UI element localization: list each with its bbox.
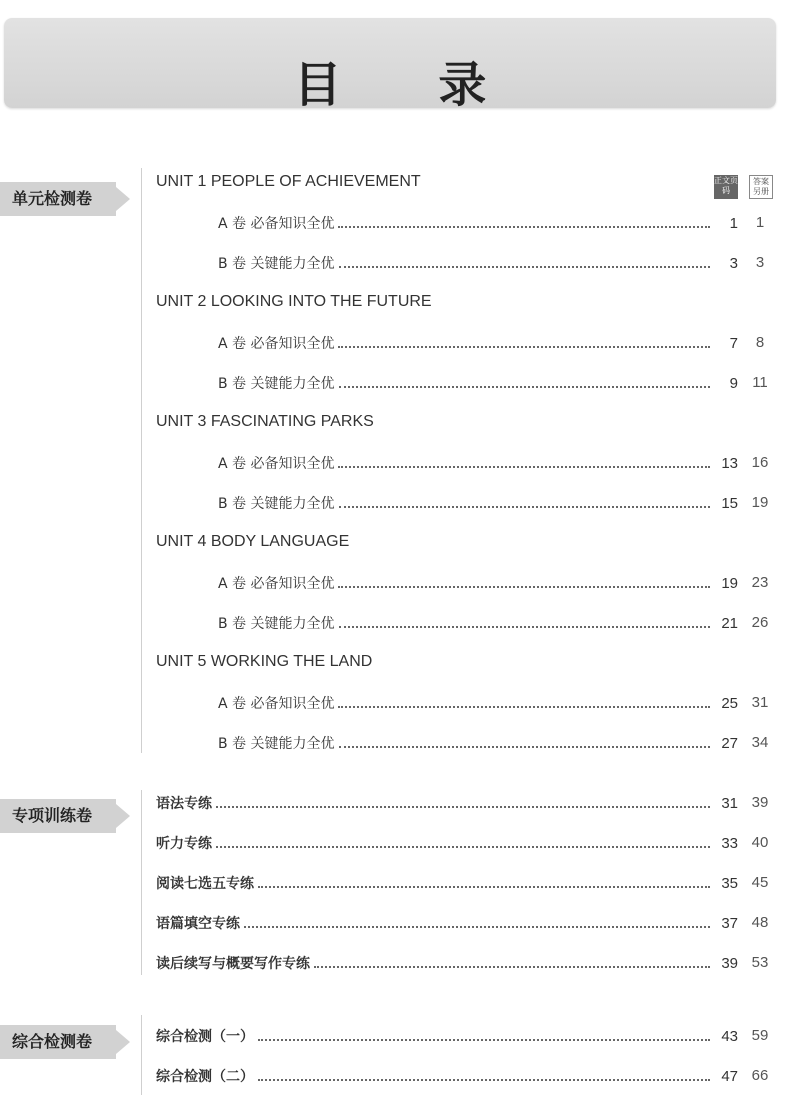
answer-page: 26 — [751, 614, 769, 631]
entry-label: 语法专练 — [156, 796, 212, 812]
toc-entry[interactable] — [218, 493, 738, 513]
entry-label: B 卷 关键能力全优 — [218, 496, 335, 512]
leader-dots — [339, 265, 710, 268]
entry-label: 综合检测（一） — [156, 1029, 254, 1045]
section-divider-line — [141, 1015, 142, 1095]
entry-page: 7 — [729, 335, 738, 352]
section-tag-special-training: 专项训练卷 — [0, 799, 116, 833]
toc-entry[interactable] — [218, 573, 738, 593]
entry-label: 综合检测（二） — [156, 1069, 254, 1085]
leader-dots — [258, 885, 710, 888]
entry-page: 21 — [721, 615, 738, 632]
entry-page: 35 — [721, 875, 738, 892]
toc-entry[interactable] — [218, 613, 738, 633]
section-tag-comprehensive: 综合检测卷 — [0, 1025, 116, 1059]
entry-page: 37 — [721, 915, 738, 932]
entry-label: B 卷 关键能力全优 — [218, 376, 335, 392]
leader-dots — [338, 345, 710, 348]
entry-label: A 卷 必备知识全优 — [218, 456, 335, 472]
entry-label: 阅读七选五专练 — [156, 876, 254, 892]
leader-dots — [258, 1038, 710, 1041]
entry-label: 语篇填空专练 — [156, 916, 240, 932]
toc-entry[interactable] — [218, 453, 738, 473]
toc-entry[interactable] — [156, 833, 738, 853]
toc-entry[interactable] — [156, 793, 738, 813]
entry-label: B 卷 关键能力全优 — [218, 256, 335, 272]
answer-page: 3 — [755, 254, 765, 271]
entry-page: 15 — [721, 495, 738, 512]
answer-page: 31 — [751, 694, 769, 711]
unit-title[interactable]: UNIT 4 BODY LANGUAGE — [156, 533, 350, 550]
entry-page: 27 — [721, 735, 738, 752]
toc-entry[interactable] — [218, 333, 738, 353]
answer-page: 11 — [752, 374, 768, 391]
toc-entry[interactable] — [218, 253, 738, 273]
answer-page: 66 — [751, 1067, 769, 1084]
toc-entry[interactable] — [156, 1026, 738, 1046]
page-title: 目 录 — [293, 57, 527, 113]
title-bar — [4, 18, 776, 113]
unit-title[interactable]: UNIT 2 LOOKING INTO THE FUTURE — [156, 293, 432, 310]
entry-label: A 卷 必备知识全优 — [218, 576, 335, 592]
entry-page: 3 — [729, 255, 738, 272]
entry-label: A 卷 必备知识全优 — [218, 216, 335, 232]
answer-page: 39 — [751, 794, 769, 811]
toc-entry[interactable] — [218, 373, 738, 393]
answer-page: 53 — [751, 954, 769, 971]
entry-label: B 卷 关键能力全优 — [218, 616, 335, 632]
entry-page: 1 — [729, 215, 738, 232]
leader-dots — [339, 625, 710, 628]
answer-page: 40 — [751, 834, 769, 851]
section-divider-line — [141, 790, 142, 975]
entry-page: 19 — [721, 575, 738, 592]
leader-dots — [338, 225, 710, 228]
leader-dots — [216, 845, 710, 848]
answer-page: 19 — [751, 494, 769, 511]
entry-page: 39 — [721, 955, 738, 972]
toc-entry[interactable] — [156, 913, 738, 933]
leader-dots — [339, 505, 710, 508]
leader-dots — [339, 745, 710, 748]
toc-entry[interactable] — [218, 693, 738, 713]
entry-label: 读后续写与概要写作专练 — [156, 956, 310, 972]
entry-page: 9 — [729, 375, 738, 392]
entry-label: B 卷 关键能力全优 — [218, 736, 335, 752]
answer-page: 59 — [751, 1027, 769, 1044]
entry-label: 听力专练 — [156, 836, 212, 852]
leader-dots — [258, 1078, 710, 1081]
toc-entry[interactable] — [156, 873, 738, 893]
section-tag-unit-tests: 单元检测卷 — [0, 182, 116, 216]
leader-dots — [338, 705, 710, 708]
leader-dots — [339, 385, 710, 388]
leader-dots — [216, 805, 710, 808]
answer-page: 48 — [751, 914, 769, 931]
toc-entry[interactable] — [218, 213, 738, 233]
entry-label: A 卷 必备知识全优 — [218, 696, 335, 712]
answer-page: 1 — [755, 214, 765, 231]
leader-dots — [338, 585, 710, 588]
section-divider-line — [141, 168, 142, 753]
entry-label: A 卷 必备知识全优 — [218, 336, 335, 352]
answer-page: 8 — [755, 334, 765, 351]
entry-page: 33 — [721, 835, 738, 852]
answer-page: 23 — [751, 574, 769, 591]
leader-dots — [314, 965, 710, 968]
answer-page: 45 — [751, 874, 769, 891]
entry-page: 31 — [721, 795, 738, 812]
answer-page: 16 — [751, 454, 769, 471]
toc-entry[interactable] — [156, 953, 738, 973]
entry-page: 25 — [721, 695, 738, 712]
toc-entry[interactable] — [156, 1066, 738, 1086]
entry-page: 13 — [721, 455, 738, 472]
entry-page: 43 — [721, 1028, 738, 1045]
unit-title[interactable]: UNIT 5 WORKING THE LAND — [156, 653, 373, 670]
answer-page: 34 — [751, 734, 769, 751]
answer-page-column-head: 答案另册 — [749, 175, 773, 199]
entry-page: 47 — [721, 1068, 738, 1085]
leader-dots — [244, 925, 710, 928]
unit-title[interactable]: UNIT 1 PEOPLE OF ACHIEVEMENT — [156, 173, 421, 190]
unit-title[interactable]: UNIT 3 FASCINATING PARKS — [156, 413, 374, 430]
toc-entry[interactable] — [218, 733, 738, 753]
leader-dots — [338, 465, 710, 468]
text-page-column-head: 正文页码 — [714, 175, 738, 199]
